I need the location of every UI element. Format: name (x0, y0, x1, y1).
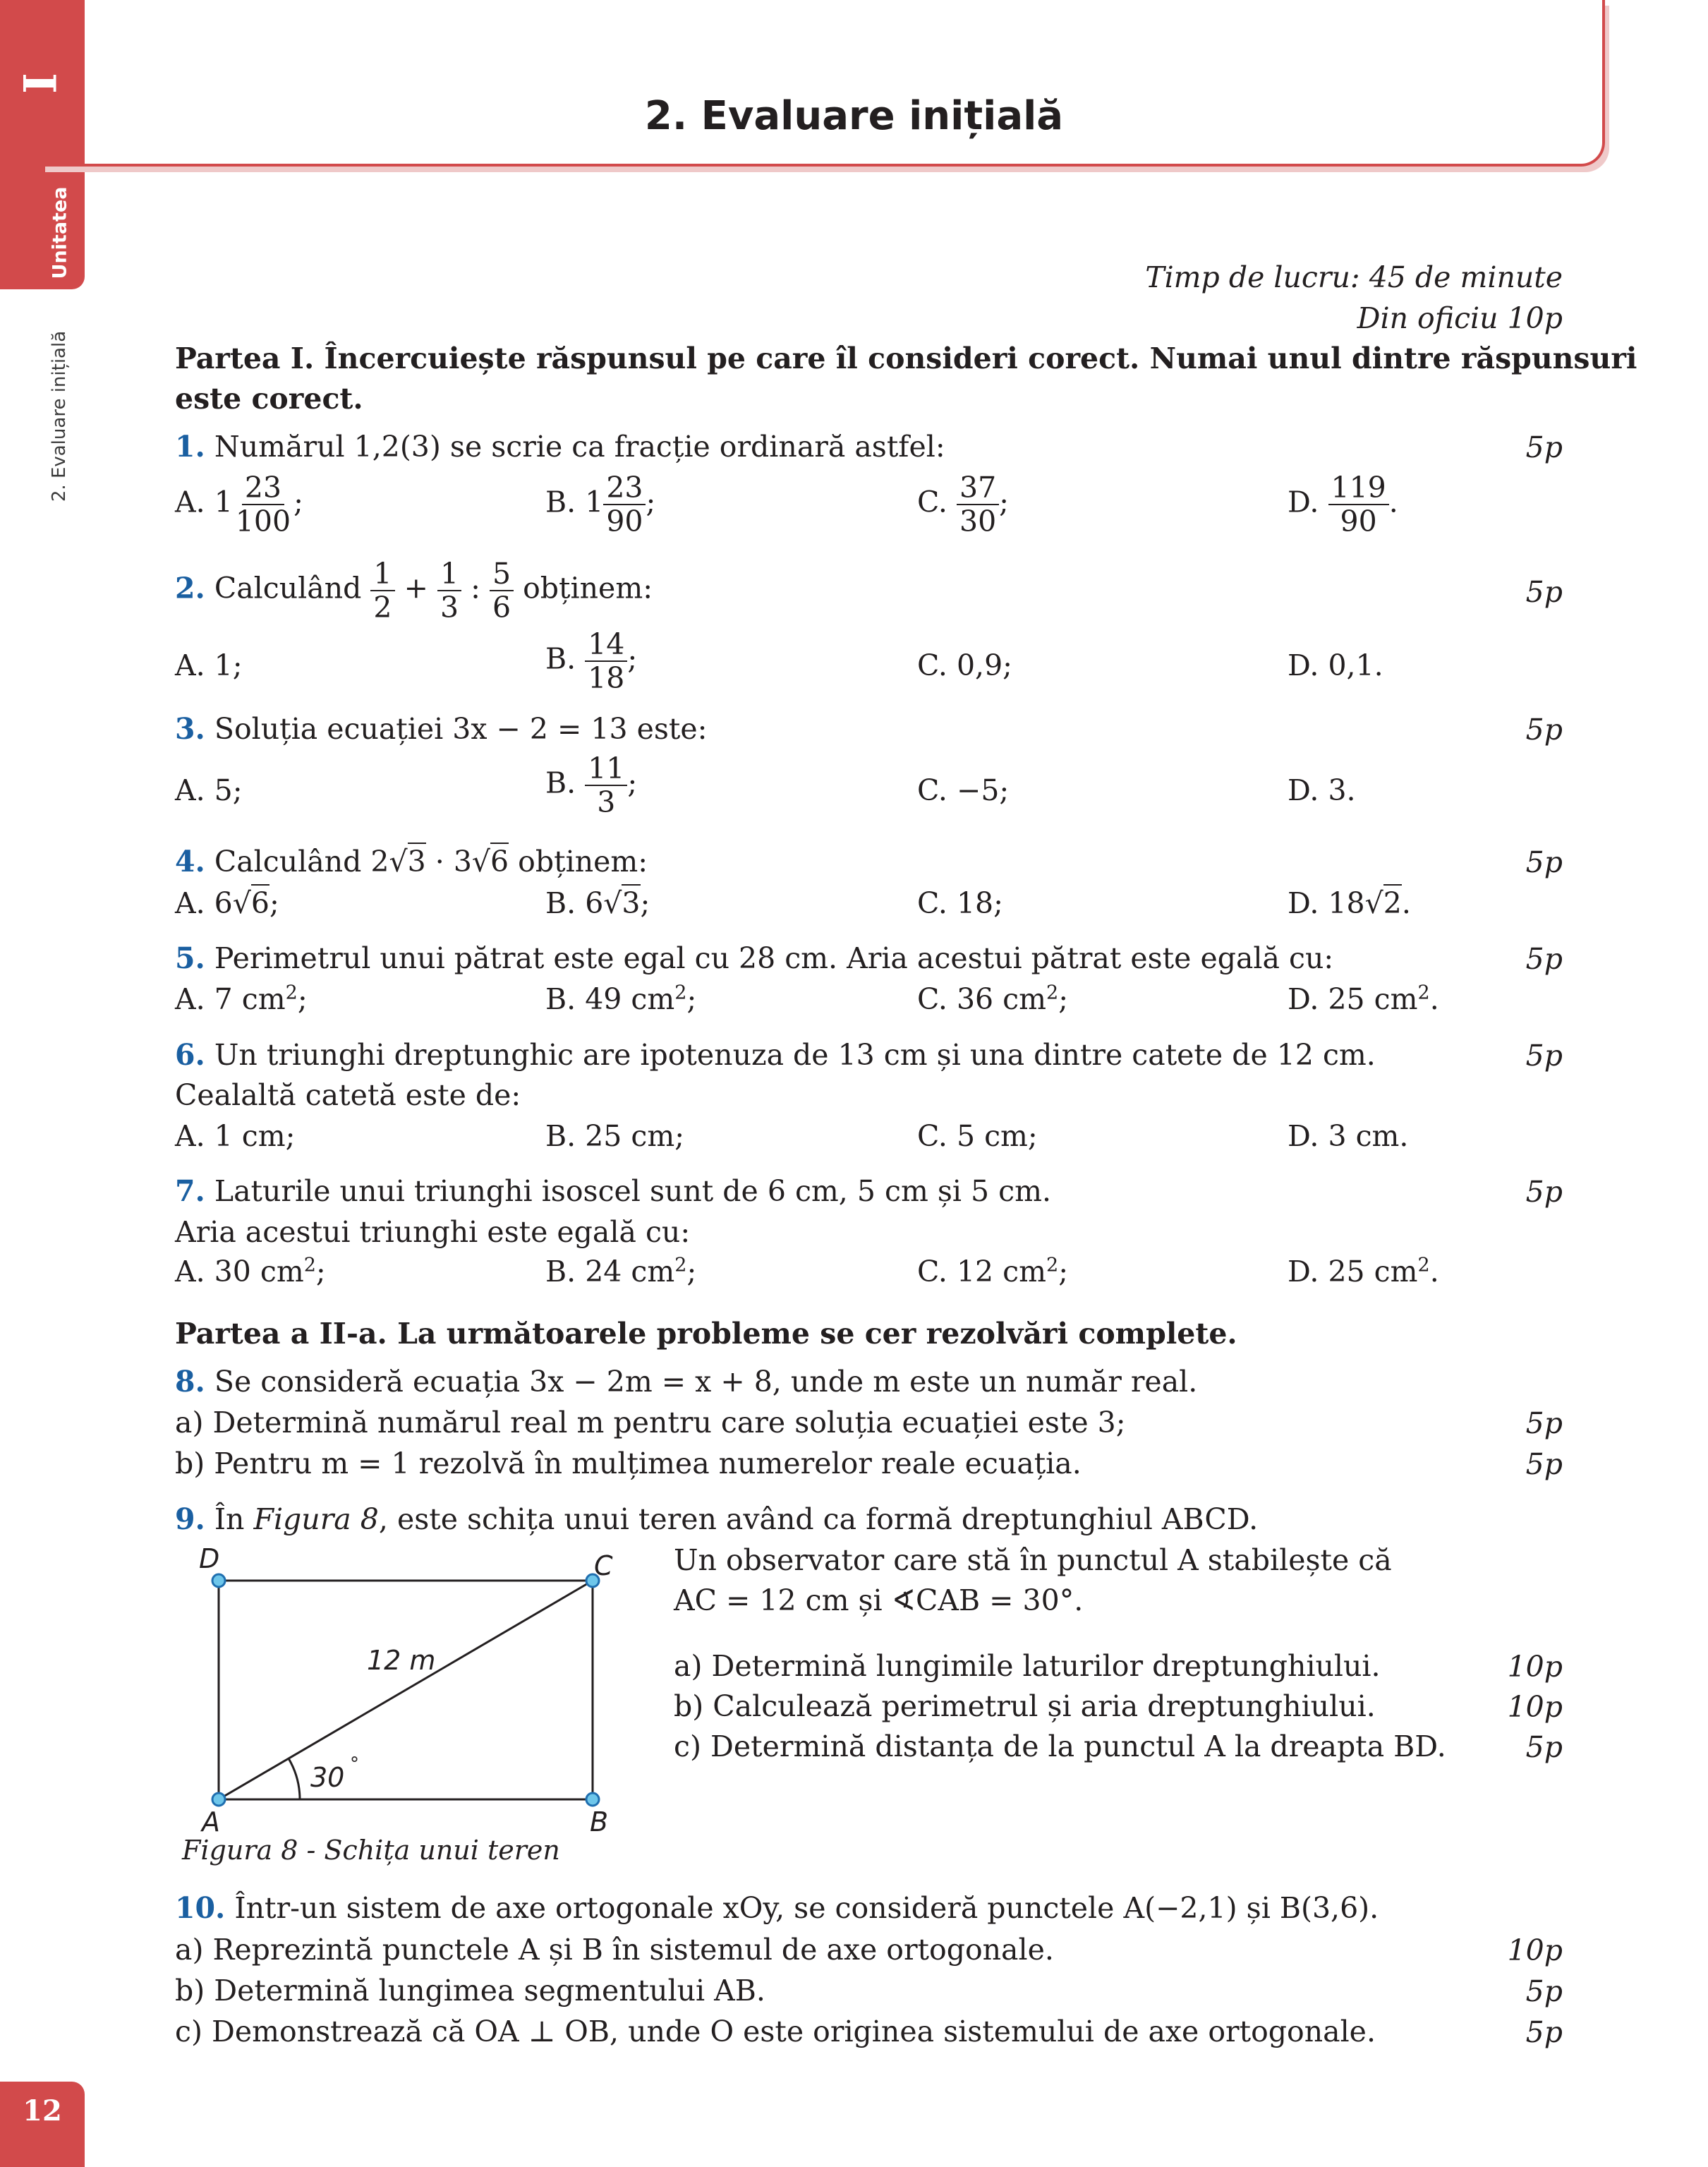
answer-option-d[interactable]: D. 25 $cm^2$. (1288, 1254, 1439, 1288)
answer-option-d[interactable]: D. 0,1. (1288, 648, 1383, 682)
part2-heading: Partea a II-a. La următoarele probleme se cer rezolvări complete. (175, 1317, 1237, 1351)
question-1 (175, 427, 945, 467)
answer-option-d[interactable]: D. 3. (1288, 773, 1356, 807)
unit-numeral: I (14, 73, 68, 94)
question-text: Numărul 1,2(3) se scrie ca fracție ordinară astfel: (214, 430, 945, 464)
label-c: C (594, 1550, 613, 1581)
question-2: 2. Calculând $\frac{1}{2}$ + $\frac{1}{3}$ : $\frac{5}{6}$ obținem: (175, 557, 653, 624)
diagonal-ac (219, 1581, 593, 1799)
points: 5p (1525, 713, 1563, 747)
question-text: Perimetrul unui pătrat este egal cu 28 cm. Aria acestui pătrat este egală cu: (214, 941, 1334, 975)
question-number: 4. (175, 845, 205, 879)
subquestion-a: a) Determină lungimile laturilor dreptunghiului. (674, 1649, 1381, 1683)
points: 5p (1525, 845, 1563, 879)
question-text-cont: Cealaltă catetă este de: (175, 1078, 521, 1112)
points: 5p (1525, 575, 1563, 609)
subquestion-b: b) Determină lungimea segmentului AB. (175, 1974, 765, 2008)
answer-option-c[interactable]: C. 18; (917, 886, 1003, 920)
part1-heading-cont: este corect. (175, 382, 363, 416)
answer-option-b[interactable]: B. $\frac{14}{18}$ ; (545, 627, 638, 695)
points: 5p (1525, 1730, 1563, 1764)
question-number: 8. (175, 1365, 205, 1399)
answer-option-a[interactable]: A. 1 $\frac{23}{100}$ ; (175, 471, 303, 538)
answer-option-d[interactable]: D. 25 $cm^2$. (1288, 982, 1439, 1016)
answer-option-b[interactable]: B. 49 $cm^2$; (545, 982, 697, 1016)
answer-option-c[interactable]: C. 36 $cm^2$; (917, 982, 1069, 1016)
label-d: D (199, 1543, 220, 1574)
question-3 (175, 709, 707, 749)
answer-option-a[interactable]: A. 30 $cm^2$; (175, 1254, 326, 1288)
question-8 (175, 1362, 1197, 1402)
question-6 (175, 1035, 1376, 1075)
question-text: Într-un sistem de axe ortogonale xOy, se consideră punctele A(−2,1) și B(3,6). (234, 1891, 1379, 1925)
question-5 (175, 938, 1333, 979)
answer-option-c[interactable]: C. $\frac{37}{30}$ ; (917, 471, 1009, 538)
answer-option-b[interactable]: B. 24 $cm^2$; (545, 1254, 697, 1288)
question-text: Soluția ecuației 3x − 2 = 13 este: (214, 712, 708, 746)
unit-label: Unitatea (49, 186, 71, 279)
answer-option-c[interactable]: C. 5 cm; (917, 1119, 1038, 1153)
length-label: 12 m (367, 1645, 436, 1676)
question-number: 9. (175, 1502, 205, 1536)
points: 5p (1525, 1039, 1563, 1073)
subquestion-b: b) Pentru m = 1 rezolvă în mulțimea numerelor reale ecuația. (175, 1447, 1082, 1480)
answer-option-c[interactable]: C. 0,9; (917, 648, 1012, 682)
question-7 (175, 1171, 1051, 1212)
question-4: 4. Calculând 2√3 · 3√6 obținem: (175, 842, 648, 882)
answer-option-b[interactable]: B. $\frac{11}{3}$ ; (545, 751, 638, 819)
answer-option-b[interactable]: B. 6√3; (545, 883, 650, 924)
answer-option-b[interactable]: B. 25 cm; (545, 1119, 685, 1153)
points: 5p (1525, 430, 1563, 464)
work-time: Timp de lucru: 45 de minute (1145, 260, 1563, 294)
point-a (212, 1793, 225, 1806)
points: 5p (1525, 2015, 1563, 2049)
page-title: 2. Evaluare inițială (644, 93, 1064, 139)
question-number: 3. (175, 712, 205, 746)
question-text: Un triunghi dreptunghic are ipotenuza de 13 cm și una dintre catete de 12 cm. (214, 1038, 1376, 1072)
question-9: 9. În Figura 8, este schița unui teren având ca formă dreptunghiul ABCD. (175, 1502, 1259, 1536)
question-number: 2. (175, 571, 205, 605)
answer-option-a[interactable]: A. 6√6; (175, 883, 279, 924)
figure-caption: Figura 8 - Schița unui teren (182, 1835, 560, 1866)
label-b: B (590, 1806, 609, 1837)
point-b (586, 1793, 599, 1806)
figure-terrain-sketch (176, 1538, 635, 1870)
subquestion-b: b) Calculează perimetrul și aria dreptunghiului. (674, 1689, 1376, 1723)
question-number: 5. (175, 941, 205, 975)
subquestion-c: c) Determină distanța de la punctul A la dreapta BD. (674, 1730, 1446, 1763)
answer-option-d[interactable]: D. 18√2. (1288, 883, 1411, 924)
question-9-statement-cont: AC = 12 cm și ∢CAB = 30°. (674, 1583, 1084, 1617)
label-a: A (202, 1806, 220, 1837)
subquestion-a: a) Determină numărul real m pentru care soluția ecuației este 3; (175, 1406, 1126, 1439)
points: 10p (1507, 1650, 1563, 1684)
question-text: Laturile unui triunghi isoscel sunt de 6 cm, 5 cm și 5 cm. (214, 1174, 1052, 1208)
answer-option-d[interactable]: D. $\frac{119}{90}$ . (1288, 471, 1398, 538)
answer-option-a[interactable]: A. 1; (175, 648, 243, 682)
header-frame (41, 0, 1605, 167)
points: 5p (1525, 1175, 1563, 1209)
question-10 (175, 1888, 1379, 1928)
answer-option-c[interactable]: C. 12 $cm^2$; (917, 1254, 1069, 1288)
answer-option-d[interactable]: D. 3 cm. (1288, 1119, 1409, 1153)
points: 5p (1525, 1974, 1563, 2008)
part1-heading: Partea I. Încercuiește răspunsul pe care îl consideri corect. Numai unul dintre răspunsuri (175, 342, 1637, 375)
question-text-cont: Aria acestui triunghi este egală cu: (175, 1215, 691, 1249)
points: 5p (1525, 1406, 1563, 1440)
answer-option-a[interactable]: A. 7 $cm^2$; (175, 982, 308, 1016)
answer-option-a[interactable]: A. 1 cm; (175, 1119, 296, 1153)
angle-arc (289, 1758, 300, 1799)
points: 10p (1507, 1933, 1563, 1967)
question-number: 7. (175, 1174, 205, 1208)
question-9-statement: Un observator care stă în punctul A stabilește că (674, 1543, 1392, 1577)
points: 10p (1507, 1690, 1563, 1724)
answer-option-b[interactable]: B. 1 $\frac{23}{90}$ ; (545, 471, 656, 538)
question-text: Se consideră ecuația 3x − 2m = x + 8, unde m este un număr real. (214, 1365, 1198, 1399)
question-number: 1. (175, 430, 205, 464)
question-number: 6. (175, 1038, 205, 1072)
angle-label: 30 (310, 1762, 345, 1793)
subquestion-c: c) Demonstrează că OA ⊥ OB, unde O este originea sistemului de axe ortogonale. (175, 2015, 1376, 2048)
point-d (212, 1574, 225, 1587)
degree-sign: ° (350, 1753, 359, 1775)
answer-option-a[interactable]: A. 5; (175, 773, 243, 807)
question-number: 10. (175, 1891, 226, 1925)
points: 5p (1525, 942, 1563, 976)
bonus-points: Din oficiu 10p (1357, 301, 1563, 335)
side-chapter-label: 2. Evaluare inițială (49, 330, 70, 502)
points: 5p (1525, 1447, 1563, 1481)
page-number: 12 (23, 2094, 62, 2127)
subquestion-a: a) Reprezintă punctele A și B în sistemul de axe ortogonale. (175, 1933, 1054, 1967)
answer-option-c[interactable]: C. −5; (917, 773, 1010, 807)
